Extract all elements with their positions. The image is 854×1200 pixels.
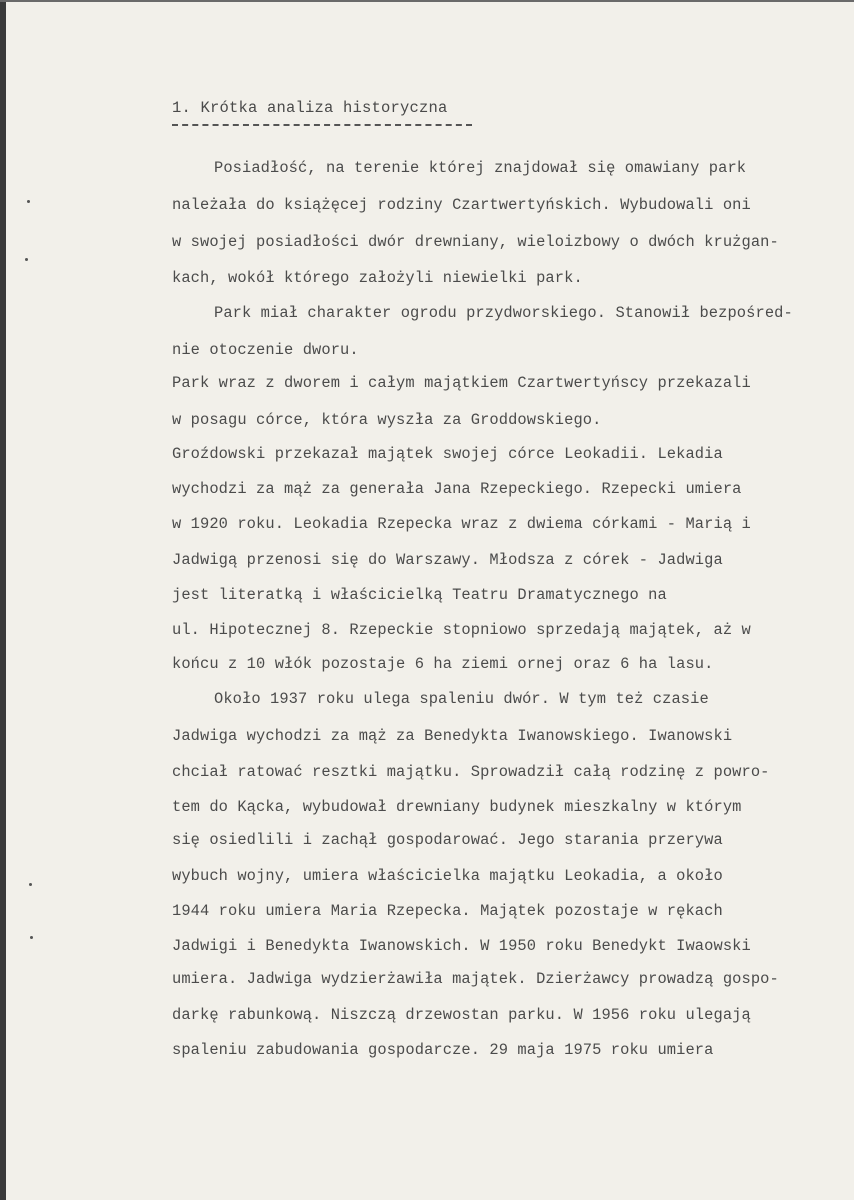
text-line-15: końcu z 10 włók pozostaje 6 ha ziemi ornej oraz 6 ha lasu. [172, 655, 714, 673]
text-line-7: Park wraz z dworem i całym majątkiem Czartwertyńscy przekazali [172, 374, 751, 392]
text-line-6: nie otoczenie dworu. [172, 341, 359, 359]
text-line-25: darkę rabunkową. Niszczą drzewostan parku. W 1956 roku ulegają [172, 1006, 751, 1024]
text-line-23: Jadwigi i Benedykta Iwanowskich. W 1950 roku Benedykt Iwaowski [172, 937, 751, 955]
text-line-12: Jadwigą przenosi się do Warszawy. Młodsza z córek - Jadwiga [172, 551, 723, 569]
text-line-17: Jadwiga wychodzi za mąż za Benedykta Iwanowskiego. Iwanowski [172, 727, 733, 745]
text-line-26: spaleniu zabudowania gospodarcze. 29 maja 1975 roku umiera [172, 1041, 714, 1059]
text-line-21: wybuch wojny, umiera właścicielka majątku Leokadia, a około [172, 867, 723, 885]
text-line-14: ul. Hipotecznej 8. Rzepeckie stopniowo sprzedają majątek, aż w [172, 621, 751, 639]
text-line-16: Około 1937 roku ulega spaleniu dwór. W tym też czasie [214, 690, 709, 708]
section-heading: 1. Krótka analiza historyczna [172, 99, 448, 117]
text-line-20: się osiedlili i zachął gospodarować. Jego starania przerywa [172, 831, 723, 849]
text-line-3: w swojej posiadłości dwór drewniany, wieloizbowy o dwóch krużgan- [172, 233, 779, 251]
text-line-9: Groźdowski przekazał majątek swojej córce Leokadii. Lekadia [172, 445, 723, 463]
text-line-22: 1944 roku umiera Maria Rzepecka. Majątek pozostaje w rękach [172, 902, 723, 920]
text-line-11: w 1920 roku. Leokadia Rzepecka wraz z dwiema córkami - Marią i [172, 515, 751, 533]
text-line-8: w posagu córce, która wyszła za Groddowskiego. [172, 411, 602, 429]
text-line-18: chciał ratować resztki majątku. Sprowadził całą rodzinę z powro- [172, 763, 770, 781]
scan-edge-left [0, 0, 6, 1200]
margin-speck [29, 883, 32, 886]
text-line-10: wychodzi za mąż za generała Jana Rzepeckiego. Rzepecki umiera [172, 480, 742, 498]
text-line-5: Park miał charakter ogrodu przydworskiego. Stanowił bezpośred- [214, 304, 793, 322]
heading-underline [172, 124, 472, 126]
margin-speck [30, 936, 33, 939]
text-line-24: umiera. Jadwiga wydzierżawiła majątek. Dzierżawcy prowadzą gospo- [172, 970, 779, 988]
text-line-1: Posiadłość, na terenie której znajdował się omawiany park [214, 159, 747, 177]
margin-speck [27, 200, 30, 203]
text-line-4: kach, wokół którego założyli niewielki park. [172, 269, 583, 287]
text-line-19: tem do Kącka, wybudował drewniany budynek mieszkalny w którym [172, 798, 742, 816]
margin-speck [25, 258, 28, 261]
text-line-13: jest literatką i właścicielką Teatru Dramatycznego na [172, 586, 667, 604]
scan-edge-top [0, 0, 854, 2]
text-line-2: należała do książęcej rodziny Czartwertyńskich. Wybudowali oni [172, 196, 751, 214]
